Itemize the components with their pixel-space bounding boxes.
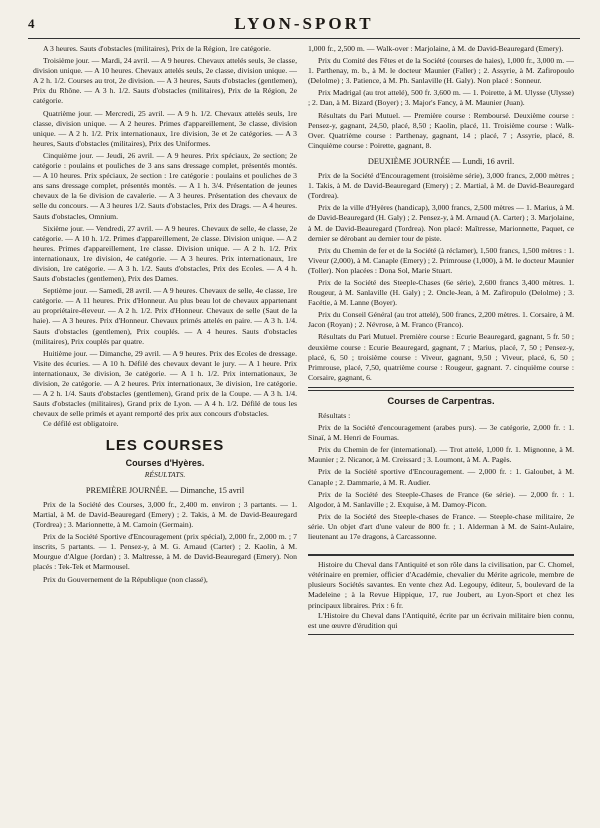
race-result: Prix de la Société sportive d'Encouragement. — 2,000 fr. : 1. Galoubet, à M. Canaple ; 2. Dammarie, à M. R. Audier. [308, 467, 574, 487]
section-title: LES COURSES [105, 437, 225, 455]
program-paragraph: Troisième jour. — Mardi, 24 avril. — A 9 heures. Chevaux attelés seuls, 3e classe, division unique. — A 10 heures. Chevaux attelés seuls, 2e classe, division unique. — A 2 h. 1/2. Courses au trot, 2e division. — A 3 heures, Sauts d'obstacles (gentlemen), Prix du Rhône. — A 3 h. 1/2. Sauts d'obstacles (militaires), Prix de la Région, 2e catégorie. [33, 56, 297, 106]
program-paragraph: Cinquième jour. — Jeudi, 26 avril. — A 9 heures. Prix spéciaux, 2e section; 2e catégorie : poulains et pouliches de 3 ans sans dressage complet, présentés montés. — A 10 heures. Prix spéciaux, 2e section : 1re catégorie : poulains et pouliches de 3 ans sans dressage complet, présentés montés. — A 1 h. 3/4. Présentation de jeunes chevaux de la 6e division de cavalerie. — A 3 heures. Présentation des chevaux de selle du concours. — A 3 heures 1/2. Sauts d'obstacles, Prix des Drags. — A 4 heures. Sauts d'obstacles, Omnium. [33, 150, 297, 221]
subsection-title: Courses de Carpentras. [387, 395, 495, 407]
betting-results: Résultats du Pari Mutuel. — Première course : Remboursé. Deuxième course : Pensez-y, gagnant, 24,50, placé, 8,50 ; Kaolin, placé, 11. Troisième course : Walk-Over. Quatrième course : Parthenay, gagnant, 14 ; placé, 7 ; Assyrie, placé, 8. Cinquième course : Poirette, gagnant, 8. [308, 110, 574, 150]
race-result: Prix de la ville d'Hyères (handicap), 3,000 francs, 2,500 mètres — 1. Marius, à M. de David-Beauregard (H. Galy) ; 2. Pensez-y, à M. Arnaud (A. Carter) ; 3. Marjolaine, à M. de David-Beauregard (Tordrea). Non placé: Maîtresse, Marionnette, Paquet, ce dernier se dérobant au dernier tour de piste. [308, 203, 574, 243]
book-notice-text: Histoire du Cheval dans l'Antiquité et son rôle dans la civilisation, par C. Chomel, vétérinaire en premier, officier d'Académie, chevalier du Mérite agricole, membre de plusieurs Sociétés savantes. En vente chez Ad. Legoupy, éditeur, 5, boulevard de la Madeleine ; à la Revue Hippique, 17, rue Joubert, au Lyon-Sport et chez les principaux libraires. Prix : 6 fr. [308, 560, 574, 610]
race-result: Prix du Gouvernement de la République (non classé), [43, 574, 208, 584]
right-column [308, 44, 574, 635]
race-result: 1,000 fr., 2,500 m. — Walk-over : Marjolaine, à M. de David-Beauregard (Emery). [308, 44, 564, 53]
program-paragraph: A 3 heures. Sauts d'obstacles (militaires), Prix de la Région, 1re catégorie. [43, 44, 271, 53]
race-result: Prix de la Société d'encouragement (arabes purs). — 3e catégorie, 2,000 fr. : 1. Sinaï, à M. Henri de Fournas. [308, 423, 574, 443]
header-rule [28, 38, 580, 39]
masthead: LYON-SPORT [234, 14, 374, 33]
race-result: Prix du Conseil Général (au trot attelé), 500 francs, 2,200 mètres. 1. Corsaire, à M. Jacon (Royan) ; 2. Névrose, à M. Franco (Franco). [308, 310, 574, 330]
page-header [28, 14, 580, 34]
race-result: Prix de la Société des Steeple-Chases de France (6e série). — 2,000 fr. : 1. Algodor, à M. Sanlaville ; 2. Exquise, à M. Damoy-Picon. [308, 489, 574, 509]
race-result: Prix du Comité des Fêtes et de la Société (courses de haies), 1,000 fr., 3,000 m. — 1. Parthenay, m. b., à M. le docteur Maunier (Faller) ; 2. Assyrie, à M. Zafiropoulo (Delolme) ; 3. Patience, à M. Ph. Sanlaville (H. Galy). Non placé : Sonneur. [308, 56, 574, 86]
race-result: Prix du Chemin de fer et de la Société (à réclamer), 1,500 francs, 1,500 mètres : 1. Viveur (2,000), à M. Canaple (Emery) ; 2. Primrouse (1,000), à M. le docteur Maunier (Toller). Non placées : Dona Sol, Marie Stuart. [308, 245, 574, 275]
book-notice-text: L'Histoire du Cheval dans l'Antiquité, écrite par un écrivain militaire bien connu, est une œuvre d'érudition qui [308, 610, 574, 630]
left-column [33, 44, 297, 585]
betting-results: Résultats du Pari Mutuel. Première course : Ecurie Beauregard, gagnant, 5 fr. 50 ; deuxième course : Ecurie Beauregard, gagnant, 7 ; Marius, placé, 7, 50 ; Pensez-y, placé, 6, 50 ; troisième course : Viveur, gagnant, 9,50 ; Viveur, placé, 6, 50 ; Primrouse, placé, 7,50, quatrième course : Rougeur, gagnant. 7. cinquième course : Corsaire, gagnant, 6. [308, 332, 574, 382]
program-paragraph: Quatrième jour. — Mercredi, 25 avril. — A 9 h. 1/2. Chevaux attelés seuls, 1re classe, division unique. — A 2 heures. Primes d'appareillement, 3e classe, division unique. — A 2 h. 1/2. Prix internationaux, 1re division, 3e et 2e catégories. — A 3 heures, Sauts d'obstacles (militaires), Prix des Uniformes. [33, 108, 297, 148]
subsection-title: Courses d'Hyères. [125, 457, 205, 468]
results-label: Résultats : [318, 411, 351, 420]
race-result: Prix de la Société d'Encouragement (troisième série), 3,000 francs, 2,000 mètres ; 1. Takis, à M. de David-Beauregard (Emery) ; 2. Martial, à M. de David-Beauregard (Tordrea). [308, 171, 574, 201]
program-paragraph: Septième jour. — Samedi, 28 avril. — A 9 heures. Chevaux de selle, 4e classe, 1re catégorie. — A 11 heures. Prix d'Honneur. Au plus beau lot de chevaux appartenant au propriétaire-éleveur. — A 2 h. 1/2. Prix d'Honneur. Chevaux de selle (Saut de la haie). — A 3 heures. Prix d'Honneur. Chevaux primés attelés en paire. — A 3 h. 1/4. Sauts d'obstacles (gentlemen), Prix couplés. — A 4 heures. Sauts d'obstacles (militaires), Prix couplés par quatre. [33, 286, 297, 346]
page-number: 4 [28, 16, 35, 31]
race-result: Prix Madrigal (au trot attelé), 500 fr. 3,600 m. — 1. Poirette, à M. Ulysse (Ulysse) ; 2. Dan, à M. Bizard (Boyer) ; 3. Major's Fancy, à M. Maunier (Juan). [308, 88, 574, 108]
program-paragraph: Huitième jour. — Dimanche, 29 avril. — A 9 heures. Prix des Ecoles de dressage. Visite des écuries. — A 10 h. Défilé des chevaux devant le jury. — A 1 heure. Prix internationaux, 3e division, 3e catégorie. — A 1 h. 1/2. Prix internationaux, 3e division, 2e catégorie. — A 2 heures. Prix internationaux, 3e division, 1re catégorie. — A 2 h. 1/4. Sauts d'obstacles (gentlemen), Grand prix de la Coupe. — A 3 h. 1/4. Sauts d'obstacles (militaires), Grand prix de Lyon. — A 4 h. 1/2. Défilé de tous les chevaux de selle primés et ayant remporté des prix aux concours d'obstacles. [33, 348, 297, 419]
race-result: Prix de la Société des Courses, 3,000 fr., 2,400 m. environ ; 3 partants. — 1. Martial, à M. de David-Beauregard (Emery) ; 2. Takis, à M. de David-Beauregard (Tordrea) ; 3. Marionnette, à M. Camoin (Germain). [33, 499, 297, 530]
day-heading: DEUXIÈME JOURNÉE — Lundi, 16 avril. [367, 156, 515, 166]
race-result: Prix de la Société des Steeple-chases de France. — Steeple-chase militaire, 2e série. Un objet d'art d'une valeur de 800 fr. ; 1. Alderman à M. de Saint-Aulaire, lieutenant au 17e dragons, à Carcassonne. [308, 511, 574, 542]
program-paragraph: Sixième jour. — Vendredi, 27 avril. — A 9 heures. Chevaux de selle, 4e classe, 2e catégorie. — A 10 h. 1/2. Primes d'appareillement, 2e classe. Division unique. — A 2 heures. Primes d'appareillement, 1re classe. Division unique. — A 2 h. 1/2. Prix internationaux, 1re division, 4e catégorie. — A 3 heures. Prix internationaux, 1re division, 1re catégorie. — A 3 h. 1/2. Sauts d'obstacles, Prix des Ecoles. — A 4 h. Sauts d'obstacles (gentlemen), Prix des Dames. [33, 223, 297, 284]
program-note: Ce défilé est obligatoire. [43, 419, 119, 429]
race-result: Prix de la Société Sportive d'Encouragement (prix spécial), 2,000 fr., 2,000 m. ; 7 inscrits, 5 partants. — 1. Pensez-y, à M. G. Arnaud (Carter) ; 2. Kaolin, à M. Mourgue d'Algue (Jordan) ; 3. Maltresse, à M. de David-Beauregard (Emery). Non placés : Tek-Tek et Marmousel. [33, 532, 297, 572]
race-result: Prix de la Société des Steeple-Chases (6e série), 2,600 francs 3,400 mètres. 1. Rougeur, à M. Sanlaville (H. Galy) ; 2. Oncle-Jean, à M. Zafiropulo (Delolme) ; 3. Facétie, à M. Lanne (Boyer). [308, 277, 574, 308]
day-heading: PREMIÈRE JOURNÉE. — Dimanche, 15 avril [85, 485, 245, 495]
section-divider [308, 387, 574, 391]
book-notice [308, 554, 574, 635]
race-result: Prix du Chemin de fer (international). — Trot attelé, 1,000 fr. 1. Mignonne, à M. Maunier ; 2. Nicanor, à M. Creissard ; 3. Loumont, à M. A. Pagès. [308, 445, 574, 465]
results-label: RÉSULTATS. [144, 469, 186, 479]
